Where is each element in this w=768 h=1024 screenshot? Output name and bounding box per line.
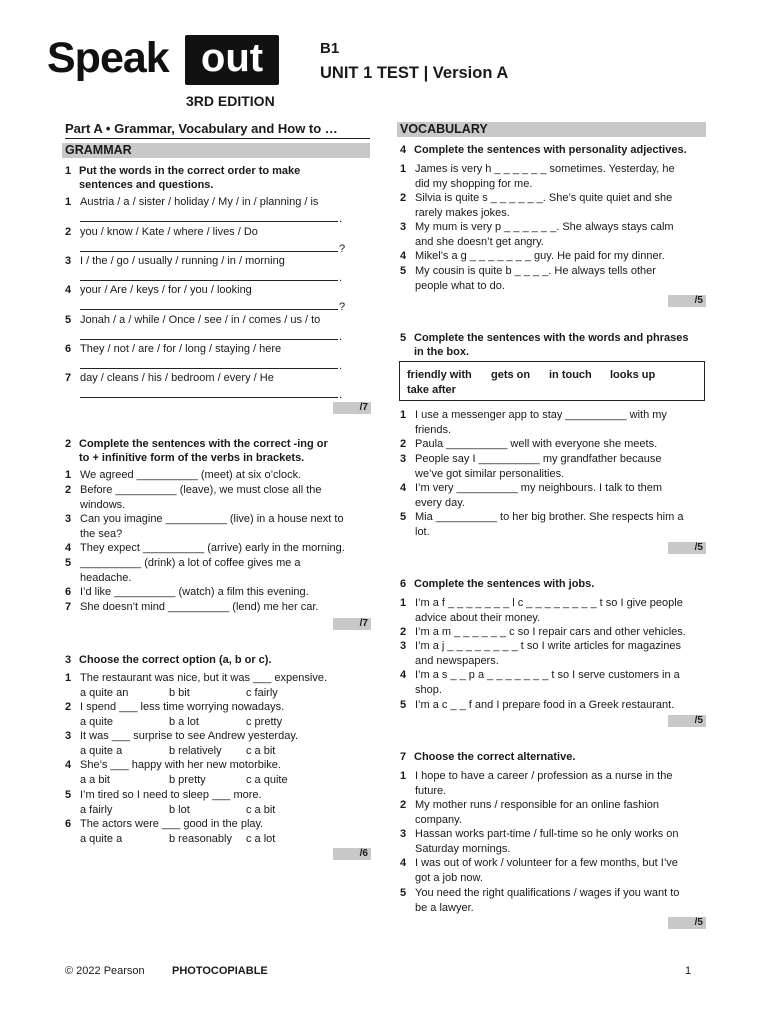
item-number: 3 — [65, 255, 72, 267]
question-item — [400, 798, 700, 828]
option-c: c a quite — [246, 773, 288, 786]
ex3-instruction — [65, 654, 272, 668]
item-number: 3 — [65, 730, 72, 742]
item-text: I’m a s _ _ p a _ _ _ _ _ _ _ t so I serve customers in a — [415, 669, 680, 681]
option-a: a quite an — [80, 686, 129, 699]
item-text: You need the right qualifications / wages if you want to — [415, 887, 680, 899]
question-item — [65, 254, 365, 284]
option-b: b lot — [169, 803, 190, 816]
word-box-item: friendly with — [407, 369, 472, 381]
question-item — [400, 698, 700, 728]
option-a: a quite — [80, 715, 114, 728]
answer-line — [80, 339, 338, 340]
ex5-instr-line1: Complete the sentences with the words and phrases — [414, 332, 689, 344]
ex4-instr-line: Complete the sentences with personality adjectives. — [414, 144, 687, 156]
option-b: b reasonably — [169, 832, 232, 845]
item-number: 4 — [400, 669, 407, 681]
item-text-continued: headache. — [80, 571, 132, 584]
item-number: 2 — [65, 701, 72, 713]
ex2-instr-line1: Complete the sentences with the correct -ing or — [79, 438, 328, 450]
answer-line — [80, 280, 338, 281]
item-text: She doesn’t mind __________ (lend) me her car. — [80, 601, 319, 613]
item-text-continued: company. — [415, 813, 462, 826]
item-number: 5 — [400, 511, 407, 523]
item-number: 4 — [65, 284, 72, 296]
option-a: a a bit — [80, 773, 110, 786]
question-item — [400, 596, 700, 626]
item-text-continued: advice about their money. — [415, 611, 541, 624]
item-text: Mia __________ to her big brother. She respects him a — [415, 511, 684, 523]
grammar-heading: GRAMMAR — [62, 143, 370, 158]
item-text: you / know / Kate / where / lives / Do — [80, 226, 258, 238]
option-c: c fairly — [246, 686, 278, 699]
item-text: My mother runs / responsible for an online fashion — [415, 799, 659, 811]
item-text: The actors were ___ good in the play. — [80, 818, 264, 830]
item-text: Paula __________ well with everyone she meets. — [415, 438, 658, 450]
item-text: Jonah / a / while / Once / see / in / comes / us / to — [80, 314, 321, 326]
question-item — [400, 220, 700, 250]
option-b: b relatively — [169, 744, 222, 757]
question-item — [400, 264, 700, 294]
question-item — [65, 556, 365, 586]
question-item — [400, 191, 700, 221]
item-number: 3 — [400, 221, 407, 233]
question-item — [400, 408, 700, 438]
item-number: 2 — [400, 192, 407, 204]
item-number: 6 — [65, 343, 72, 355]
question-item — [65, 483, 365, 513]
item-number: 5 — [65, 314, 72, 326]
level-label: B1 — [320, 40, 340, 57]
item-number: 4 — [400, 482, 407, 494]
question-item — [65, 817, 365, 847]
question-item — [400, 668, 700, 698]
ex2-score: /7 — [333, 618, 371, 630]
part-title: Part A • Grammar, Vocabulary and How to … — [65, 121, 338, 136]
option-c: c a bit — [246, 803, 276, 816]
item-number: 1 — [65, 672, 72, 684]
item-text-continued: the sea? — [80, 527, 123, 540]
item-number: 1 — [400, 770, 407, 782]
item-text-continued: we’ve got similar personalities. — [415, 467, 565, 480]
answer-end-punctuation: . — [339, 360, 343, 372]
ex6-number: 6 — [400, 578, 407, 590]
item-text-continued: every day. — [415, 496, 465, 509]
question-item — [400, 452, 700, 482]
question-item — [65, 788, 365, 818]
item-number: 3 — [400, 828, 407, 840]
answer-end-punctuation: . — [339, 213, 343, 225]
question-item — [400, 856, 700, 886]
word-box-item: in touch — [549, 369, 592, 381]
logo-out — [185, 35, 279, 85]
question-item — [400, 639, 700, 669]
ex2-instr-line2: to + infinitive form of the verbs in brackets. — [79, 451, 305, 464]
item-number: 5 — [65, 557, 72, 569]
logo-speak: Speak — [47, 34, 169, 82]
item-text-continued: got a job now. — [415, 871, 483, 884]
item-text: They / not / are / for / long / staying / here — [80, 343, 282, 355]
ex1-number: 1 — [65, 165, 72, 177]
answer-end-punctuation: ? — [339, 301, 346, 313]
answer-line — [80, 251, 338, 252]
item-number: 5 — [400, 699, 407, 711]
footer-page-number: 1 — [685, 965, 692, 977]
word-box — [399, 361, 705, 401]
question-item — [65, 700, 365, 730]
question-item — [65, 313, 365, 343]
item-number: 7 — [65, 372, 72, 384]
item-text-continued: shop. — [415, 683, 442, 696]
item-text: I’m a j _ _ _ _ _ _ _ _ t so I write articles for magazines — [415, 640, 681, 652]
question-item — [400, 827, 700, 857]
question-item — [65, 195, 365, 225]
item-number: 1 — [400, 409, 407, 421]
option-c: c a lot — [246, 832, 276, 845]
item-text: She’s ___ happy with her new motorbike. — [80, 759, 281, 771]
question-item — [400, 162, 700, 192]
item-text: Can you imagine __________ (live) in a house next to — [80, 513, 344, 525]
item-text-continued: rarely makes jokes. — [415, 206, 510, 219]
question-item — [400, 886, 700, 916]
answer-end-punctuation: ? — [339, 243, 346, 255]
item-text: My mum is very p _ _ _ _ _ _. She always stays calm — [415, 221, 674, 233]
ex7-instruction — [400, 751, 575, 765]
answer-line — [80, 309, 338, 310]
footer-photocopiable: PHOTOCOPIABLE — [172, 965, 268, 977]
ex2-instruction — [65, 438, 328, 465]
ex1-score: /7 — [333, 402, 371, 414]
question-item — [65, 371, 365, 401]
item-number: 7 — [65, 601, 72, 613]
item-number: 3 — [400, 640, 407, 652]
item-text: I’m a c _ _ f and I prepare food in a Greek restaurant. — [415, 699, 675, 711]
item-text: Austria / a / sister / holiday / My / in / planning / is — [80, 196, 319, 208]
item-text: your / Are / keys / for / you / looking — [80, 284, 252, 296]
ex7-instr-line: Choose the correct alternative. — [414, 751, 576, 763]
item-text: I’d like __________ (watch) a film this evening. — [80, 586, 309, 598]
item-number: 1 — [400, 597, 407, 609]
item-number: 2 — [400, 438, 407, 450]
item-number: 2 — [65, 226, 72, 238]
option-c: c pretty — [246, 715, 283, 728]
item-text: It was ___ surprise to see Andrew yesterday. — [80, 730, 299, 742]
item-text: The restaurant was nice, but it was ___ expensive. — [80, 672, 328, 684]
item-text: I’m a f _ _ _ _ _ _ _ l c _ _ _ _ _ _ _ _ t so I give people — [415, 597, 683, 609]
item-number: 4 — [65, 542, 72, 554]
ex3-instr-line: Choose the correct option (a, b or c). — [79, 654, 272, 666]
item-number: 6 — [65, 586, 72, 598]
ex7-number: 7 — [400, 751, 407, 763]
answer-line — [80, 221, 338, 222]
item-number: 3 — [400, 453, 407, 465]
question-item — [400, 769, 700, 799]
item-text: I use a messenger app to stay __________ with my — [415, 409, 667, 421]
answer-end-punctuation: . — [339, 272, 343, 284]
item-number: 4 — [400, 857, 407, 869]
item-text-continued: people what to do. — [415, 279, 505, 292]
part-title-rule — [65, 138, 370, 139]
option-c: c a bit — [246, 744, 276, 757]
item-text: I’m very __________ my neighbours. I talk to them — [415, 482, 663, 494]
option-a: a quite a — [80, 744, 123, 757]
ex1-instruction — [65, 165, 300, 192]
item-text: I’m a m _ _ _ _ _ _ c so I repair cars and other vehicles. — [415, 626, 686, 638]
question-item — [65, 600, 365, 630]
unit-title: UNIT 1 TEST | Version A — [320, 64, 509, 82]
ex5-score: /5 — [668, 542, 706, 554]
edition-label: 3RD EDITION — [186, 93, 275, 109]
question-item — [65, 283, 365, 313]
logo-out-text: out — [200, 36, 264, 80]
ex1-instr-line2: sentences and questions. — [79, 178, 214, 191]
item-number: 5 — [65, 789, 72, 801]
item-number: 5 — [400, 265, 407, 277]
question-item — [65, 512, 365, 542]
item-text: __________ (drink) a lot of coffee gives me a — [80, 557, 301, 569]
item-number: 6 — [65, 818, 72, 830]
word-box-item: take after — [407, 384, 456, 396]
item-text-continued: and she doesn’t get angry. — [415, 235, 544, 248]
ex4-number: 4 — [400, 144, 407, 156]
ex3-score: /6 — [333, 848, 371, 860]
item-text: I’m tired so I need to sleep ___ more. — [80, 789, 262, 801]
item-number: 4 — [400, 250, 407, 262]
question-item — [400, 510, 700, 540]
question-item — [65, 342, 365, 372]
answer-line — [80, 397, 338, 398]
ex4-score: /5 — [668, 295, 706, 307]
item-number: 3 — [65, 513, 72, 525]
item-text: James is very h _ _ _ _ _ _ sometimes. Yesterday, he — [415, 163, 675, 175]
ex5-number: 5 — [400, 332, 407, 344]
question-item — [65, 729, 365, 759]
ex6-instr-line: Complete the sentences with jobs. — [414, 578, 595, 590]
item-text: My cousin is quite b _ _ _ _. He always tells other — [415, 265, 656, 277]
item-text: Silvia is quite s _ _ _ _ _ _. She’s quite quiet and she — [415, 192, 673, 204]
item-number: 2 — [400, 626, 407, 638]
item-number: 2 — [65, 484, 72, 496]
ex3-number: 3 — [65, 654, 72, 666]
item-number: 2 — [400, 799, 407, 811]
item-number: 1 — [400, 163, 407, 175]
item-text: day / cleans / his / bedroom / every / He — [80, 372, 274, 384]
option-a: a quite a — [80, 832, 123, 845]
item-text-continued: Saturday mornings. — [415, 842, 511, 855]
item-text-continued: future. — [415, 784, 447, 797]
ex7-score: /5 — [668, 917, 706, 929]
option-b: b bit — [169, 686, 190, 699]
word-box-item: looks up — [610, 369, 656, 381]
ex4-instruction — [400, 144, 687, 158]
item-text-continued: and newspapers. — [415, 654, 499, 667]
word-box-item: gets on — [491, 369, 531, 381]
item-text-continued: lot. — [415, 525, 430, 538]
question-item — [400, 481, 700, 511]
question-item — [65, 758, 365, 788]
item-text: Hassan works part-time / full-time so he only works on — [415, 828, 679, 840]
option-a: a fairly — [80, 803, 113, 816]
item-text: People say I __________ my grandfather because — [415, 453, 662, 465]
item-number: 1 — [65, 469, 72, 481]
item-text: Before __________ (leave), we must close all the — [80, 484, 322, 496]
item-text: I spend ___ less time worrying nowadays. — [80, 701, 285, 713]
ex5-instr-line2: in the box. — [414, 345, 469, 358]
option-b: b pretty — [169, 773, 206, 786]
option-b: b a lot — [169, 715, 199, 728]
item-number: 4 — [65, 759, 72, 771]
item-text: I hope to have a career / profession as a nurse in the — [415, 770, 673, 782]
answer-line — [80, 368, 338, 369]
vocabulary-heading: VOCABULARY — [397, 122, 706, 137]
item-text-continued: friends. — [415, 423, 452, 436]
item-number: 5 — [400, 887, 407, 899]
item-text-continued: windows. — [80, 498, 126, 511]
item-text: I / the / go / usually / running / in / morning — [80, 255, 285, 267]
item-text: We agreed __________ (meet) at six o’clock. — [80, 469, 302, 481]
question-item — [65, 225, 365, 255]
item-text-continued: did my shopping for me. — [415, 177, 533, 190]
answer-end-punctuation: . — [339, 389, 343, 401]
item-text: Mikel’s a g _ _ _ _ _ _ _ guy. He paid for my dinner. — [415, 250, 665, 262]
ex6-score: /5 — [668, 715, 706, 727]
ex6-instruction — [400, 578, 594, 592]
item-text-continued: be a lawyer. — [415, 901, 474, 914]
question-item — [65, 671, 365, 701]
ex2-number: 2 — [65, 438, 72, 450]
item-text: They expect __________ (arrive) early in the morning. — [80, 542, 345, 554]
item-number: 1 — [65, 196, 72, 208]
answer-end-punctuation: . — [339, 331, 343, 343]
ex5-instruction — [400, 332, 688, 359]
footer-copyright: © 2022 Pearson — [65, 965, 145, 977]
item-text: I was out of work / volunteer for a few months, but I’ve — [415, 857, 678, 869]
ex1-instr-line1: Put the words in the correct order to make — [79, 165, 301, 177]
